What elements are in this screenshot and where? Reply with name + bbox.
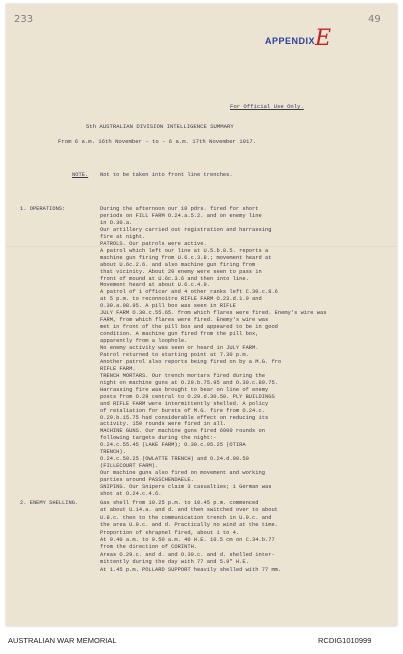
- operations-line: FARM, from which flares were fired. Enemy's wire was: [100, 317, 269, 324]
- note-label-text: NOTE.: [72, 172, 89, 178]
- operations-line: night on machine guns at O.29.b.75.95 and O.30.c.80.75.: [100, 379, 278, 386]
- operations-line: O.30.a.08.95. A pill box was seen in RIFLE: [100, 303, 236, 310]
- operations-line: O.29.b.15.75 had considerable effect on reducing its: [100, 414, 269, 421]
- operations-line: Harrassing fire was brought to bear on line of enemy: [100, 386, 269, 393]
- operations-line: apparently from a loophole.: [100, 338, 188, 345]
- operations-line: (FILLECOURT FARM).: [100, 463, 159, 470]
- operations-line: RIFLE FARM.: [100, 365, 136, 372]
- operations-line: about U.6c.2.6. and also machine gun firing from: [100, 261, 256, 268]
- operations-line: SNIPING. Our Snipers claim 3 casualties; 1 German was: [100, 484, 272, 490]
- shelling-line: Areas O.29.c. and d. and O.30.c. and d. shelled inter-: [100, 551, 275, 558]
- footer-record-id: RCDIG1010999: [318, 636, 372, 645]
- operations-line: Our artillery carried out registration and harrassing: [100, 226, 272, 233]
- shelling-line: Proportion of shrapnel fired, about 1 to 4.: [100, 529, 240, 536]
- page-number-right: 49: [368, 14, 381, 25]
- operations-line: MACHINE GUNS. Our machine guns fired 6000 rounds on: [100, 428, 265, 435]
- operations-line: A patrol which left our line at U.5.b.8.5. reports a: [100, 247, 269, 254]
- appendix-letter-handwritten: E: [315, 26, 332, 51]
- shelling-line: from the direction of CORINTH.: [100, 544, 198, 551]
- operations-line: During the afternoon our 18 pdrs. fired for short: [100, 206, 259, 212]
- shelling-line: Gas shell from 10.25 p.m. to 10.45 p.m. commenced: [100, 500, 259, 506]
- operations-line: in O.30.a.: [100, 219, 133, 226]
- operations-line: Our machine guns also fired on movement and working: [100, 470, 265, 477]
- operations-line: A patrol of 1 officer and 4 other ranks left C.30.c.8.6: [100, 289, 278, 296]
- appendix-stamp: APPENDIX: [265, 36, 316, 46]
- shelling-line: At 1.45 p.m. POLLARD SUPPORT heavily shelled with 77 mm.: [100, 566, 282, 573]
- note-text: Not to be taken into front line trenches.: [100, 172, 233, 178]
- operations-heading: 1. OPERATIONS:: [20, 206, 66, 212]
- operations-line: shot at O.24.c.4.6.: [100, 490, 162, 497]
- operations-line: and RIFLE FARM were intermittently shelled. A policy: [100, 400, 269, 407]
- operations-line: following targets during the night:-: [100, 435, 217, 442]
- operations-line: condition. A machine gun fired from the pill box,: [100, 331, 259, 338]
- shelling-line: mittently during the day with 77 and 5.9" H.E.: [100, 559, 249, 566]
- shelling-line: at about U.14.a. and d. and then switched over to about: [100, 507, 278, 514]
- document-title: 5th AUSTRALIAN DIVISION INTELLIGENCE SUMMARY: [86, 123, 234, 130]
- operations-line: of retaliation for bursts of M.G. fire from O.24.c.: [100, 407, 265, 414]
- operations-line: posts from O.29 central to O.29.d.30.50. PLY BUILDINGS: [100, 393, 275, 400]
- operations-line: TRENCH).: [100, 449, 126, 456]
- operations-line: TRENCH MORTARS. Our trench mortars fired during the: [100, 372, 265, 379]
- operations-line: met in front of the pill box and appeared to be in good: [100, 324, 278, 331]
- shelling-line: the area U.9.c. and d. Practically no wind at the time.: [100, 522, 278, 529]
- operations-line: Patrol returned to starting point at 7.30 p.m.: [100, 351, 249, 358]
- operations-line: fire at night.: [100, 233, 146, 240]
- operations-line: parties around PASSCHENDAELE.: [100, 477, 194, 484]
- page-number-left: 233: [14, 14, 34, 25]
- report-period: From 6 a.m. 16th November - to - 6 a.m. 17th November 1917.: [58, 138, 257, 145]
- operations-line: that vicinity. About 20 enemy were seen to pass in: [100, 268, 262, 275]
- operations-line: Movement heard at about U.6.c.4.9.: [100, 282, 210, 289]
- classification-label: For Official Use Only.: [230, 103, 304, 110]
- operations-line: No enemy activity was seen or heard in JULY FARM.: [100, 345, 259, 351]
- operations-line: O.24.c.55.45 (LAKE FARM); O.30.c.95.25 (OTIRA: [100, 442, 246, 449]
- operations-line: JULY FARM O.30.c.55.65. from which flares were fired. Enemy's wire was: [100, 310, 327, 317]
- operations-line: activity. 150 rounds were fired in all.: [100, 421, 227, 428]
- operations-line: Another patrol also reports being fired on by a M.G. fro: [100, 358, 282, 365]
- operations-line: O.24.c.50.25 (OWLATTE TRENCH) and O.24.d.00.50: [100, 456, 249, 463]
- shelling-heading: 2. ENEMY SHELLING.: [20, 500, 79, 506]
- note-label: [72, 172, 88, 179]
- operations-line: machine gun firing from U.6.c.3.8.; movement heard at: [100, 254, 272, 261]
- operations-line: at 5 p.m. to reconnoitre RIFLE FARM O.23.d.1.9 and: [100, 296, 262, 303]
- operations-line: front of mound at U.6c.3.6 and then into line.: [100, 275, 249, 282]
- footer-institution: AUSTRALIAN WAR MEMORIAL: [8, 636, 117, 645]
- shelling-line: U.8.c. then to the communication trench in U.9.c. and: [100, 514, 272, 521]
- operations-line: PATROLS. Our patrols were active.: [100, 240, 207, 247]
- operations-line: periods on FILL FARM O.24.a.5.2. and on enemy line: [100, 212, 262, 219]
- shelling-line: At 9.40 a.m. to 9.50 a.m. 40 H.E. 10.5 cm on C.34.b.77: [100, 537, 275, 543]
